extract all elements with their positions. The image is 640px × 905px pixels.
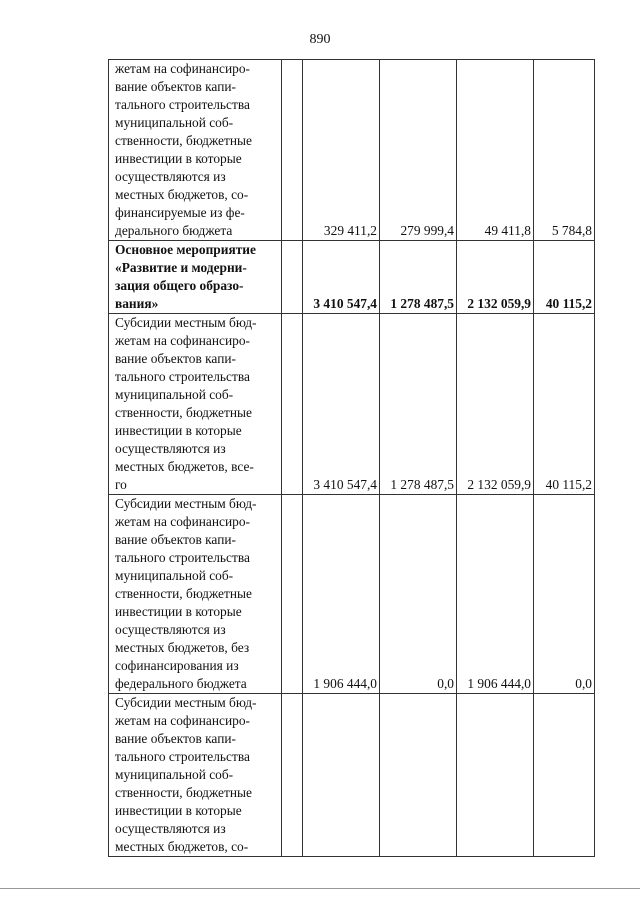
value-4: 0,0	[534, 495, 595, 694]
empty-cell	[282, 694, 303, 857]
description-line: муниципальной соб-	[115, 568, 234, 583]
description-line: муниципальной соб-	[115, 115, 234, 130]
description-line: осуществляются из	[115, 622, 226, 637]
description-line: го	[115, 477, 127, 492]
description-line: Субсидии местным бюд-	[115, 496, 257, 511]
description-line: финансируемые из фе-	[115, 205, 245, 220]
description-line: жетам на софинансиро-	[115, 713, 250, 728]
row-description	[109, 60, 282, 241]
table-row	[109, 241, 595, 314]
table-row	[109, 694, 595, 857]
description-line: вание объектов капи-	[115, 351, 236, 366]
description-line: инвестиции в которые	[115, 803, 242, 818]
value-2: 0,0	[380, 495, 457, 694]
row-description	[109, 694, 282, 857]
description-line: инвестиции в которые	[115, 604, 242, 619]
description-line: жетам на софинансиро-	[115, 514, 250, 529]
row-description	[109, 314, 282, 495]
description-line: тального строительства	[115, 550, 250, 565]
value-total: 3 410 547,4	[303, 241, 380, 314]
description-line: жетам на софинансиро-	[115, 61, 250, 76]
description-line: инвестиции в которые	[115, 151, 242, 166]
description-line: софинансирования из	[115, 658, 239, 673]
budget-table	[108, 59, 595, 857]
description-line: вания»	[115, 296, 159, 311]
empty-cell	[282, 241, 303, 314]
page-bottom-divider	[0, 888, 640, 889]
value-2: 279 999,4	[380, 60, 457, 241]
description-line: федерального бюджета	[115, 676, 247, 691]
description-line: муниципальной соб-	[115, 767, 234, 782]
description-line: вание объектов капи-	[115, 731, 236, 746]
value-3	[457, 694, 534, 857]
description-line: жетам на софинансиро-	[115, 333, 250, 348]
description-line: местных бюджетов, без	[115, 640, 250, 655]
description-line: осуществляются из	[115, 821, 226, 836]
value-2: 1 278 487,5	[380, 241, 457, 314]
table-row	[109, 60, 595, 241]
description-line: осуществляются из	[115, 441, 226, 456]
description-line: дерального бюджета	[115, 223, 233, 238]
description-line: вание объектов капи-	[115, 79, 236, 94]
description-line: тального строительства	[115, 749, 250, 764]
value-total: 329 411,2	[303, 60, 380, 241]
row-description	[109, 241, 282, 314]
value-total: 1 906 444,0	[303, 495, 380, 694]
description-line: осуществляются из	[115, 169, 226, 184]
description-line: ственности, бюджетные	[115, 586, 252, 601]
description-line: ственности, бюджетные	[115, 405, 252, 420]
empty-cell	[282, 495, 303, 694]
row-description	[109, 495, 282, 694]
description-line: Субсидии местным бюд-	[115, 315, 257, 330]
value-4	[534, 694, 595, 857]
value-4: 40 115,2	[534, 314, 595, 495]
description-line: Основное мероприятие	[115, 242, 256, 257]
description-line: инвестиции в которые	[115, 423, 242, 438]
empty-cell	[282, 314, 303, 495]
description-line: местных бюджетов, все-	[115, 459, 254, 474]
value-3: 2 132 059,9	[457, 314, 534, 495]
description-line: муниципальной соб-	[115, 387, 234, 402]
value-3: 49 411,8	[457, 60, 534, 241]
description-line: местных бюджетов, со-	[115, 187, 249, 202]
description-line: тального строительства	[115, 369, 250, 384]
description-line: зация общего образо-	[115, 278, 244, 293]
value-2: 1 278 487,5	[380, 314, 457, 495]
description-line: ственности, бюджетные	[115, 133, 252, 148]
description-line: «Развитие и модерни-	[115, 260, 247, 275]
table-row	[109, 314, 595, 495]
value-4: 40 115,2	[534, 241, 595, 314]
description-line: тального строительства	[115, 97, 250, 112]
value-4: 5 784,8	[534, 60, 595, 241]
page-number: 890	[309, 32, 331, 47]
empty-cell	[282, 60, 303, 241]
description-line: ственности, бюджетные	[115, 785, 252, 800]
description-line: местных бюджетов, со-	[115, 839, 249, 854]
value-total: 3 410 547,4	[303, 314, 380, 495]
value-3: 1 906 444,0	[457, 495, 534, 694]
description-line: вание объектов капи-	[115, 532, 236, 547]
table-row	[109, 495, 595, 694]
value-2	[380, 694, 457, 857]
description-line: Субсидии местным бюд-	[115, 695, 257, 710]
value-3: 2 132 059,9	[457, 241, 534, 314]
value-total	[303, 694, 380, 857]
